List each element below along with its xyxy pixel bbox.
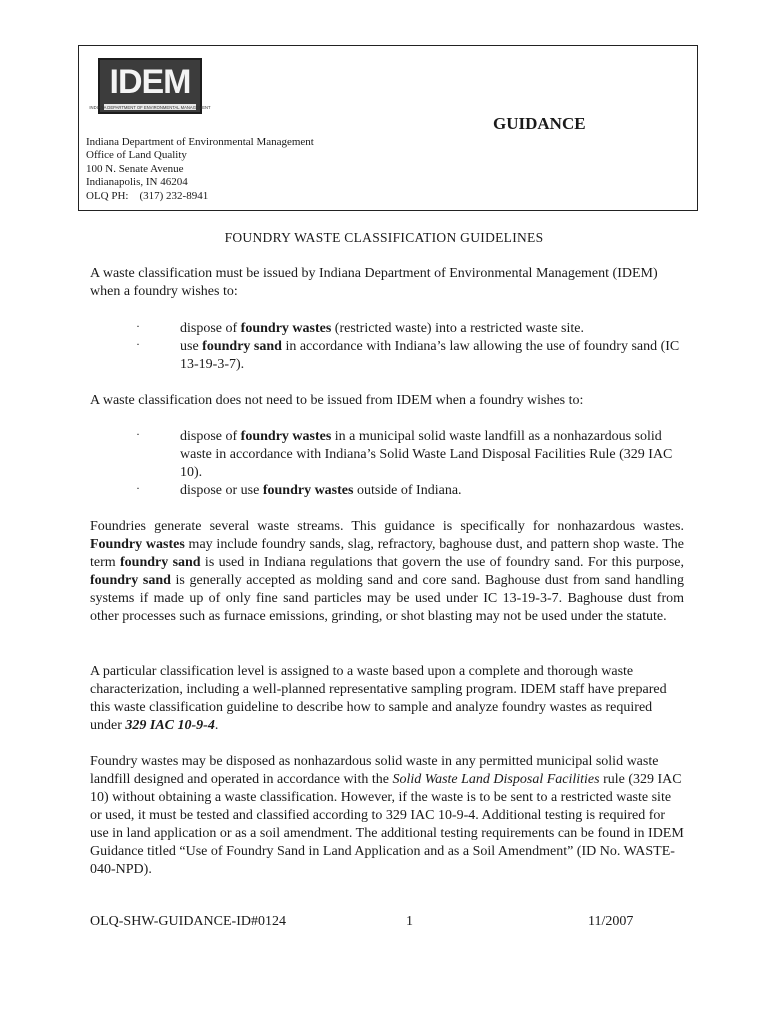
list-item: · use foundry sand in accordance with Indiana’s law allowing the use of foundry sand (IC 13-19-3-7). bbox=[136, 337, 680, 372]
must-issue-list bbox=[90, 320, 684, 374]
waste-streams-paragraph: Foundries generate several waste streams. This guidance is specifically for nonhazardous wastes. Foundry wastes may include foundry sands, slag, refractory, baghouse dust, and pattern shop waste. The term foundry sand is used in Indiana regulations that govern the use of foundry sand. For this purpose, foundry sand is generally accepted as molding sand and core sand. Baghouse dust from sand handling systems if made up of only fine sand particles may be used under IC 13-19-3-7. Baghouse dust from other processes such as furnace emissions, grinding, or shot blasting may not be used under the statute. bbox=[90, 519, 684, 624]
logo-subtext-bar bbox=[89, 104, 211, 110]
address-line: 100 N. Senate Avenue bbox=[86, 162, 184, 175]
address-line: OLQ PH: (317) 232-8941 bbox=[86, 189, 209, 202]
header-box bbox=[78, 45, 698, 211]
footer-date: 11/2007 bbox=[588, 914, 634, 929]
not-issue-intro: A waste classification does not need to be issued from IDEM when a foundry wishes to: bbox=[90, 393, 584, 408]
bullet-glyph: · bbox=[136, 319, 140, 333]
svg-text:INDIANA DEPARTMENT OF ENVIRONM: INDIANA DEPARTMENT OF ENVIRONMENTAL MANAGEMENT bbox=[89, 105, 211, 110]
guidance-title: GUIDANCE bbox=[493, 114, 586, 133]
list-item: · dispose of foundry wastes (restricted waste) into a restricted waste site. bbox=[136, 319, 584, 336]
list-item: · dispose of foundry wastes in a municipal solid waste landfill as a nonhazardous solid waste in accordance with Indiana’s Solid Waste Land Disposal Facilities Rule (329 IAC 10). bbox=[136, 427, 673, 480]
address-block bbox=[86, 136, 314, 203]
bullet-glyph: · bbox=[136, 481, 140, 495]
document-title: FOUNDRY WASTE CLASSIFICATION GUIDELINES bbox=[224, 230, 544, 245]
address-line: Indiana Department of Environmental Management bbox=[86, 136, 314, 148]
logo-subtext bbox=[89, 104, 211, 110]
bullet-glyph: · bbox=[136, 337, 140, 351]
address-line: Indianapolis, IN 46204 bbox=[86, 176, 188, 189]
idem-logo bbox=[89, 58, 211, 114]
logo-text: IDEM bbox=[109, 63, 191, 101]
intro-paragraph: A waste classification must be issued by Indiana Department of Environmental Management (IDEM) when a foundry wishes to: bbox=[90, 266, 658, 299]
disposal-paragraph: Foundry wastes may be disposed as nonhazardous solid waste in any permitted municipal solid waste landfill designed and operated in accordance with the Solid Waste Land Disposal Facilities rule (329 IAC 10) without obtaining a waste classification. However, if the waste is to be sent to a restricted waste site or used, it must be tested and classified according to 329 IAC 10-9-4. Additional testing is required for use in land application or as a soil amendment. The additional testing requirements can be found in IDEM Guidance titled “Use of Foundry Sand in Land Application and as a Soil Amendment” (ID No. WASTE-040-NPD). bbox=[90, 754, 684, 877]
footer-page-number: 1 bbox=[406, 914, 413, 929]
footer-doc-id: OLQ-SHW-GUIDANCE-ID#0124 bbox=[90, 914, 286, 929]
classification-level-paragraph: A particular classification level is assigned to a waste based upon a complete and thorough waste characterization, including a well-planned representative sampling program. IDEM staff have prepared this waste classification guideline to describe how to sample and analyze foundry wastes as required under 329 IAC 10-9-4. bbox=[90, 664, 667, 733]
not-issue-list bbox=[90, 428, 684, 500]
bullet-glyph: · bbox=[136, 427, 140, 441]
address-line: Office of Land Quality bbox=[86, 149, 187, 162]
list-item: · dispose or use foundry wastes outside of Indiana. bbox=[136, 481, 462, 498]
